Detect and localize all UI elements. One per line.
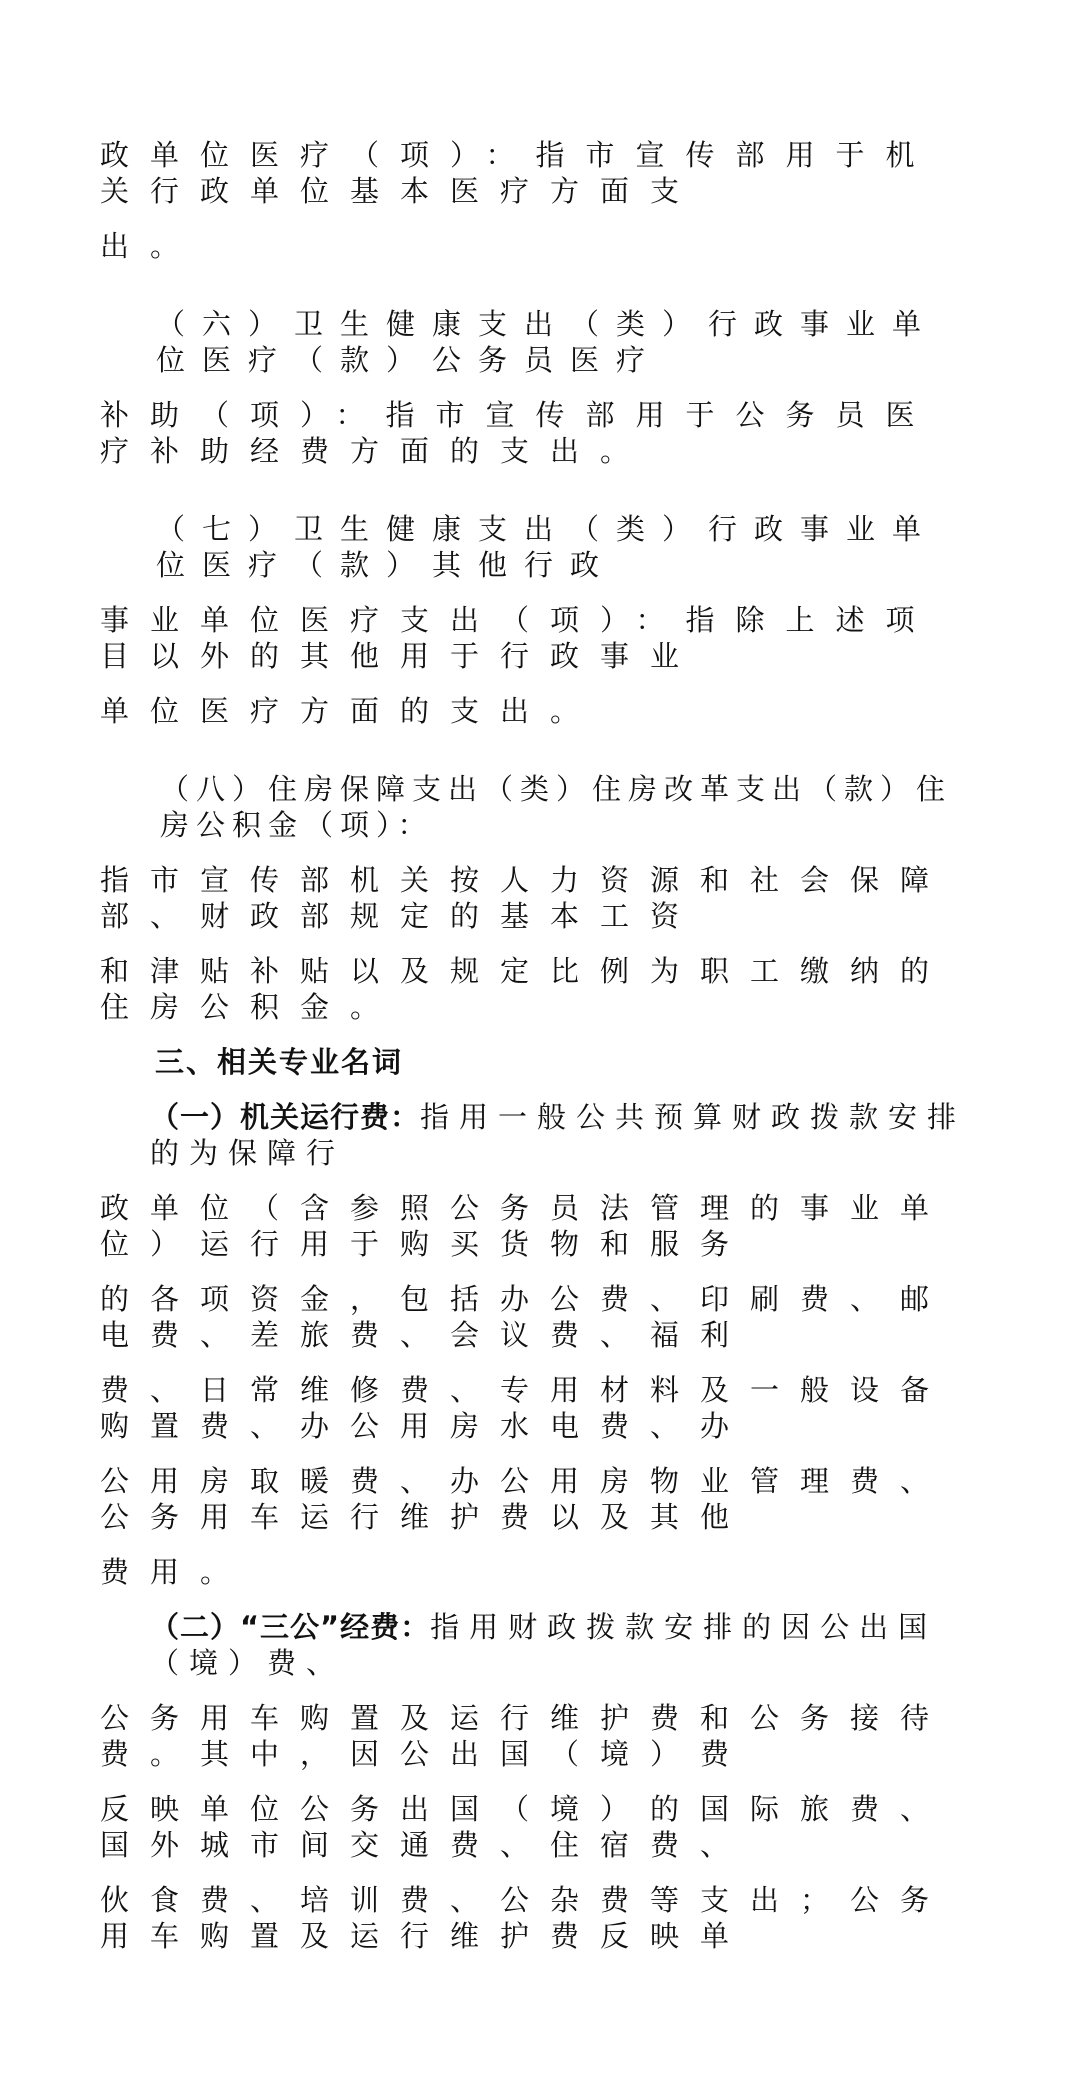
text-line: （八）住房保障支出（类）住房改革支出（款）住房公积金（项）：: [160, 772, 953, 842]
text-line: 政单位（含参照公务员法管理的事业单位）运行用于购买货物和服务: [100, 1191, 951, 1261]
text-line: [100, 1609, 972, 1681]
term-text: 指用一般公共预算财政拨款安排的为保障行: [150, 1100, 967, 1170]
term-text: 指用财政拨款安排的因公出国（境）费、: [150, 1610, 938, 1680]
section-heading: 三、相关专业名词: [155, 1045, 404, 1079]
text-line: [100, 1099, 972, 1171]
text-line: 公用房取暖费、办公用房物业管理费、公务用车运行维护费以及其他: [100, 1464, 951, 1534]
text-line: 和津贴补贴以及规定比例为职工缴纳的住房公积金。: [100, 954, 951, 1024]
text-line: （七）卫生健康支出（类）行政事业单位医疗（款）其他行政: [156, 512, 939, 582]
text-line: 补助（项）：指市宣传部用于公务员医疗补助经费方面的支出。: [100, 398, 936, 468]
text-line: （六）卫生健康支出（类）行政事业单位医疗（款）公务员医疗: [156, 307, 939, 377]
text-line: 反映单位公务出国（境）的国际旅费、国外城市间交通费、住宿费、: [100, 1792, 951, 1862]
text-line: 指市宣传部机关按人力资源和社会保障部、财政部规定的基本工资: [100, 863, 951, 933]
text-line: 公务用车购置及运行维护费和公务接待费。其中，因公出国（境）费: [100, 1701, 951, 1771]
text-line: 伙食费、培训费、公杂费等支出；公务用车购置及运行维护费反映单: [100, 1883, 951, 1953]
text-line: 出。: [100, 229, 201, 263]
text-line: 事业单位医疗支出（项）：指除上述项目以外的其他用于行政事业: [100, 603, 936, 673]
text-line: 费、日常维修费、专用材料及一般设备购置费、办公用房水电费、办: [100, 1373, 951, 1443]
text-line: 单位医疗方面的支出。: [100, 694, 601, 728]
term-label: （一）机关运行费：: [150, 1100, 421, 1134]
text-line: 的各项资金，包括办公费、印刷费、邮电费、差旅费、会议费、福利: [100, 1282, 951, 1352]
text-line: 政单位医疗（项）：指市宣传部用于机关行政单位基本医疗方面支: [100, 138, 936, 208]
term-label: （二）“三公”经费：: [150, 1610, 431, 1644]
text-line: 费用。: [100, 1555, 251, 1589]
